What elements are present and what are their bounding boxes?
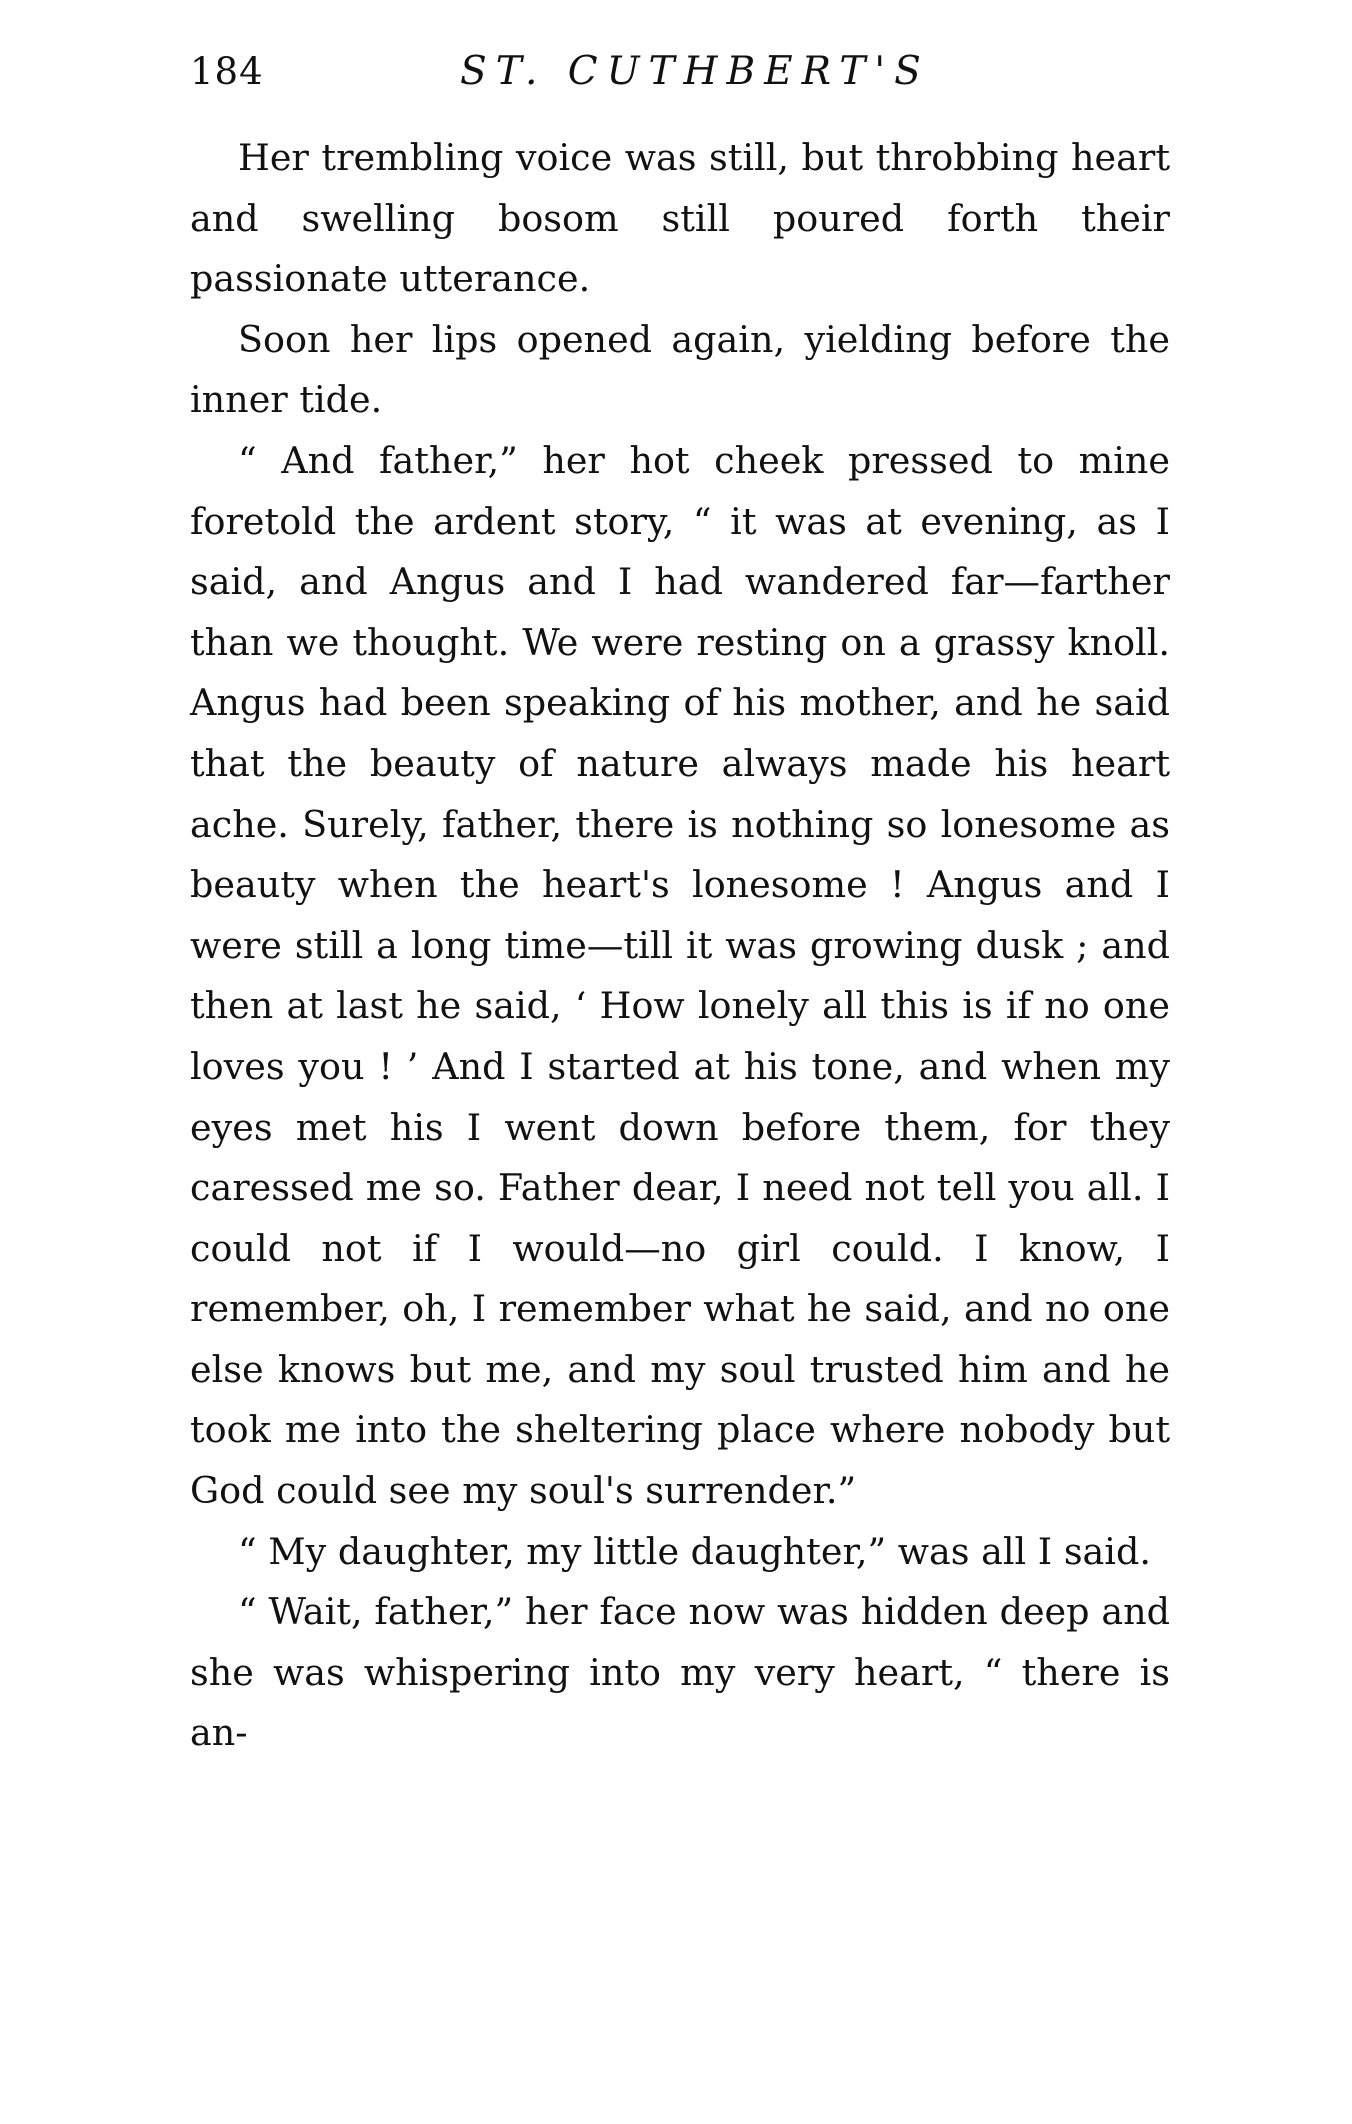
page-number: 184 — [190, 50, 264, 93]
running-title: ST. CUTHBERT'S — [460, 49, 930, 94]
paragraph: “ And father,” her hot cheek pressed to mine foretold the ardent story, “ it was at evening, as I said, and Angus and I had wandered far—farther than we thought. We were resting on a grassy knoll. Angus had been speaking of his mother, and he said that the beauty of nature always made his heart ache. Surely, father, there is nothing so lonesome as beauty when the heart's lonesome ! Angus and I were still a long time—till it was growing dusk ; and then at last he said, ‘ How lonely all this is if no one loves you ! ’ And I started at his tone, and when my eyes met his I went down before them, for they caressed me so. Father dear, I need not tell you all. I could not if I would—no girl could. I know, I remember, oh, I remember what he said, and no one else knows but me, and my soul trusted him and he took me into the sheltering place where nobody but God could see my soul's surrender.” — [190, 438, 1170, 1513]
paragraph: “ My daughter, my little daughter,” was all I said. — [238, 1529, 1151, 1573]
paragraph: Soon her lips opened again, yielding before the inner tide. — [190, 317, 1170, 422]
running-head — [190, 42, 1170, 102]
paragraph: “ Wait, father,” her face now was hidden deep and she was whispering into my very heart, “ there is an- — [190, 1590, 1170, 1755]
paragraph: Her trembling voice was still, but throbbing heart and swelling bosom still poured forth their passionate utterance. — [190, 136, 1170, 301]
body-text — [190, 128, 1170, 1764]
